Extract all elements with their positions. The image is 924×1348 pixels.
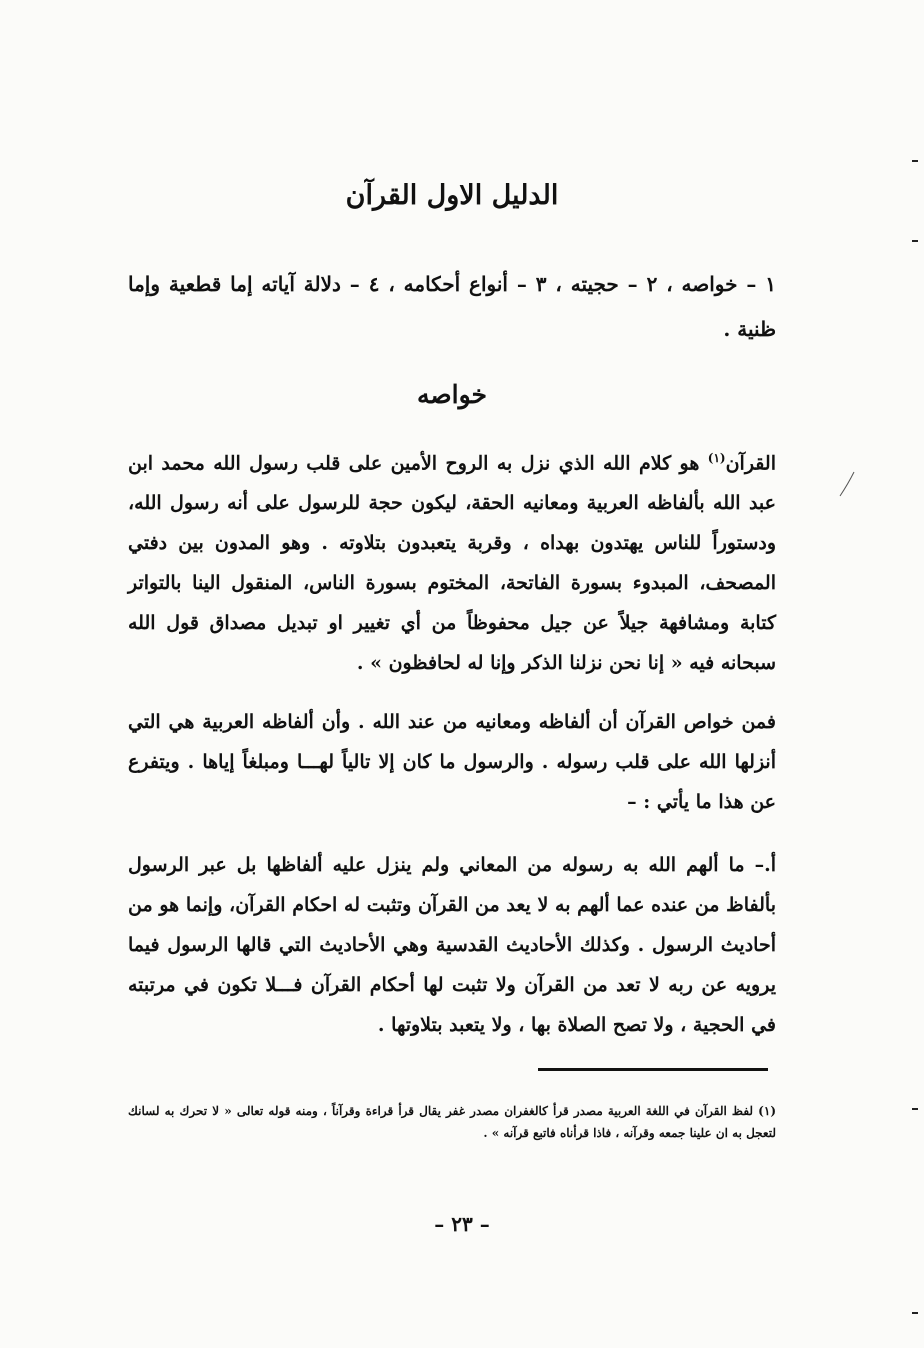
paragraph-lead-word: القرآن xyxy=(725,452,776,475)
margin-mark xyxy=(912,1312,918,1314)
margin-mark xyxy=(912,160,918,162)
paragraph-item-a: أ.– ما ألهم الله به رسوله من المعاني ولم ينزل عليه ألفاظها بل عبر الرسول بألفاظ من عنده عما ألهم به لا يعد من القرآن وتثبت له احكام القرآن، وإنما هو من أحاديث الرسول . وكذلك الأحاديث القدسية وهي الأحاديث التي قالها الرسول فيما يرويه عن ربه لا تعد من القرآن ولا تثبت لها أحكام القرآن فـــلا تكون في مرتبته في الحجية ، ولا تصح الصلاة بها ، ولا يتعبد بتلاوتها . xyxy=(128,854,776,1036)
paragraph-properties: فمن خواص القرآن أن ألفاظه ومعانيه من عند الله . وأن ألفاظه العربية هي التي أنزلها الله على قلب رسوله . والرسول ما كان إلا تالياً لهـــا ومبلغاً إياها . ويتفرع عن هذا ما يأتي : – xyxy=(128,711,776,813)
paragraph-definition xyxy=(128,438,776,683)
footnote: (١) لفظ القرآن في اللغة العربية مصدر قرأ كالغفران مصدر غفر يقال قرأ قراءة وقرآناً ، ومنه قوله تعالى « لا تحرك به لسانك لتعجل به ان علينا جمعه وقرآنه ، فاذا قرأناه فاتبع قرآنه » . xyxy=(128,1104,776,1140)
footnote-reference: (١) xyxy=(707,451,726,465)
footnote-divider xyxy=(538,1068,768,1071)
paragraph-definition-body: هو كلام الله الذي نزل به الروح الأمين على قلب رسول الله محمد ابن عبد الله بألفاظه العربية ومعانيه الحقة، ليكون حجة للرسول على أنه رسول الله، ودستوراً للناس يهتدون بهداه ، وقربة يتعبدون بتلاوته . وهو المدون بين دفتي المصحف، المبدوء بسورة الفاتحة، المختوم بسورة الناس، المنقول الينا بالتواتر كتابة ومشافهة جيلاً عن جيل محفوظاً من أي تغيير او تبديل مصداق قول الله سبحانه فيه « إنا نحن نزلنا الذكر وإنا له لحافظون » . xyxy=(128,452,776,675)
page-number: – ٢٣ – xyxy=(434,1212,490,1236)
margin-mark xyxy=(912,1108,918,1110)
margin-mark xyxy=(912,240,918,242)
chapter-outline: ١ – خواصه ، ٢ – حجيته ، ٣ – أنواع أحكامه ، ٤ – دلالة آياته إما قطعية وإما ظنية . xyxy=(128,272,777,341)
chapter-title: الدليل الاول القرآن xyxy=(345,180,559,211)
pen-stroke-mark xyxy=(838,470,858,500)
section-heading: خواصه xyxy=(417,380,487,409)
